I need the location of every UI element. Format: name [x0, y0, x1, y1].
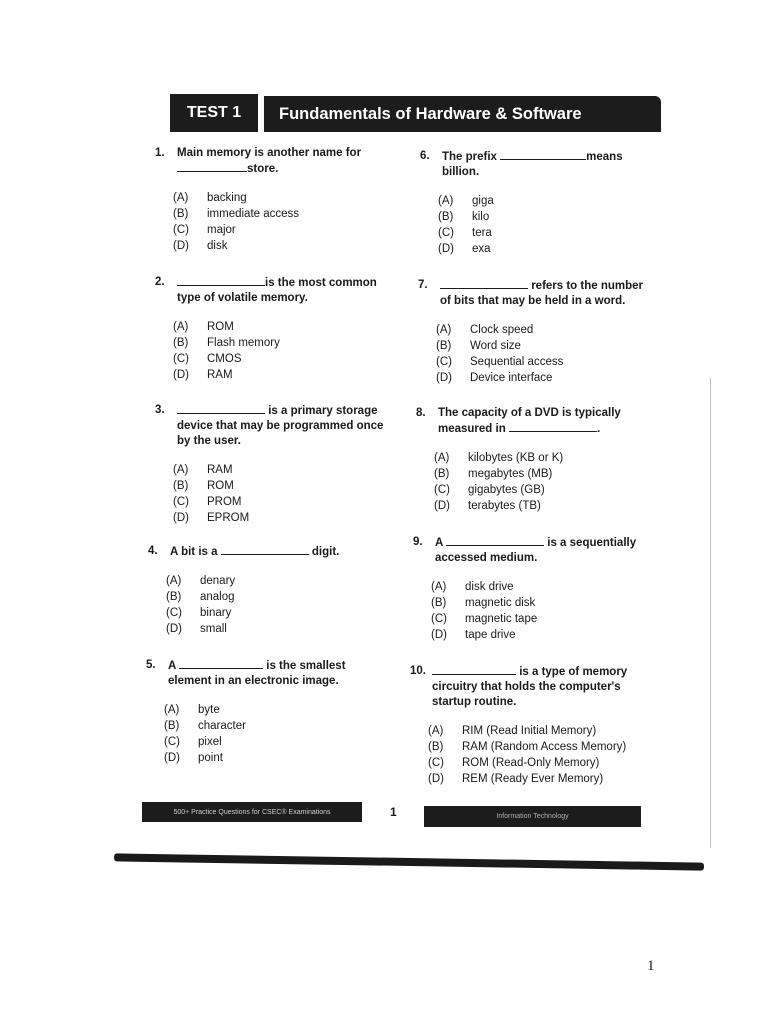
- answer-blank: [446, 535, 544, 546]
- option-letter: (A): [434, 452, 450, 464]
- option-item: [438, 225, 623, 241]
- option-item: [436, 370, 643, 386]
- option-item: [173, 190, 361, 206]
- option-item: [438, 241, 623, 257]
- option-item: [428, 755, 627, 771]
- option-list: [173, 190, 361, 254]
- option-letter: (A): [173, 321, 189, 333]
- question-stem: [155, 146, 361, 177]
- question-text-after: is the most common type of volatile memory.: [177, 277, 377, 304]
- question-text: [177, 403, 383, 449]
- question-number: 7.: [418, 279, 428, 291]
- option-text: RIM (Read Initial Memory): [462, 725, 597, 737]
- option-text: Device interface: [470, 372, 553, 384]
- option-text: immediate access: [207, 208, 300, 220]
- option-text: megabytes (MB): [468, 468, 553, 480]
- option-letter: (B): [173, 208, 189, 220]
- option-text: ROM (Read-Only Memory): [462, 757, 600, 769]
- option-text: kilo: [472, 211, 490, 223]
- option-text: disk: [207, 240, 228, 252]
- option-item: [173, 367, 377, 383]
- option-letter: (B): [438, 211, 454, 223]
- question-text-after: means billion.: [442, 151, 623, 178]
- option-text: ROM: [207, 480, 234, 492]
- test-label: TEST 1: [170, 94, 258, 132]
- option-item: [431, 611, 636, 627]
- question-text-after: refers to the number of bits that may be held in a word.: [440, 280, 644, 307]
- option-list: [173, 319, 377, 383]
- option-item: [438, 193, 623, 209]
- option-item: [436, 338, 643, 354]
- question-stem: [416, 406, 621, 437]
- question-text: [442, 149, 623, 180]
- option-letter: (A): [436, 324, 452, 336]
- option-letter: (C): [164, 736, 180, 748]
- option-text: PROM: [207, 496, 242, 508]
- option-text: backing: [207, 192, 247, 204]
- option-text: RAM: [207, 464, 233, 476]
- option-item: [431, 627, 636, 643]
- option-list: [438, 193, 623, 257]
- option-text: kilobytes (KB or K): [468, 452, 564, 464]
- question-stem: [155, 403, 383, 449]
- question-text-before: A bit is a: [170, 546, 221, 558]
- option-text: exa: [472, 243, 491, 255]
- option-text: binary: [200, 607, 232, 619]
- answer-blank: [500, 149, 586, 160]
- option-text: giga: [472, 195, 494, 207]
- question-number: 2.: [155, 276, 165, 288]
- question-text: [438, 406, 621, 437]
- option-text: small: [200, 623, 227, 635]
- option-text: Sequential access: [470, 356, 564, 368]
- option-letter: (A): [166, 575, 182, 587]
- option-item: [164, 750, 346, 766]
- option-item: [164, 702, 346, 718]
- option-letter: (A): [173, 192, 189, 204]
- question-text-after: is a type of memory circuitry that holds the computer's startup routine.: [432, 666, 628, 708]
- question-stem: [420, 149, 623, 180]
- option-letter: (C): [173, 496, 189, 508]
- question-number: 10.: [410, 665, 426, 677]
- option-item: [173, 222, 361, 238]
- question-text: [177, 275, 377, 306]
- question-stem: [148, 544, 339, 560]
- option-text: pixel: [198, 736, 222, 748]
- option-letter: (A): [438, 195, 454, 207]
- question-text: [170, 544, 339, 560]
- bottom-rule: [114, 853, 704, 870]
- question-text-after: .: [596, 423, 601, 435]
- question-5: [146, 658, 346, 766]
- footer-page-number: 1: [390, 805, 397, 819]
- option-item: [428, 723, 627, 739]
- option-item: [428, 771, 627, 787]
- option-text: Flash memory: [207, 337, 280, 349]
- option-letter: (A): [173, 464, 189, 476]
- answer-blank: [177, 275, 265, 286]
- option-text: gigabytes (GB): [468, 484, 545, 496]
- option-letter: (B): [436, 340, 452, 352]
- question-7: [418, 278, 643, 386]
- option-text: tape drive: [465, 629, 516, 641]
- question-text-after: is a primary storage device that may be programmed once by the user.: [177, 405, 384, 447]
- question-text-before: A: [168, 660, 180, 672]
- option-letter: (D): [173, 512, 189, 524]
- question-stem: [155, 275, 377, 306]
- question-2: [155, 275, 377, 383]
- option-item: [434, 498, 621, 514]
- question-number: 9.: [413, 536, 423, 548]
- scan-edge-line: [710, 378, 711, 848]
- question-6: [420, 149, 623, 257]
- question-number: 6.: [420, 150, 430, 162]
- option-text: tera: [472, 227, 492, 239]
- option-letter: (C): [173, 353, 189, 365]
- option-letter: (B): [173, 337, 189, 349]
- option-letter: (C): [436, 356, 452, 368]
- option-item: [164, 734, 346, 750]
- option-list: [436, 322, 643, 386]
- option-list: [428, 723, 627, 787]
- question-text: [177, 146, 361, 177]
- option-text: major: [207, 224, 236, 236]
- question-number: 4.: [148, 545, 158, 557]
- footer-book-title: 500+ Practice Questions for CSEC® Examinations: [142, 802, 362, 822]
- option-text: Clock speed: [470, 324, 534, 336]
- option-letter: (D): [166, 623, 182, 635]
- option-text: Word size: [470, 340, 521, 352]
- option-list: [164, 702, 346, 766]
- option-list: [173, 462, 383, 526]
- option-letter: (C): [434, 484, 450, 496]
- option-item: [428, 739, 627, 755]
- option-letter: (D): [428, 773, 444, 785]
- option-letter: (A): [431, 581, 447, 593]
- option-item: [173, 351, 377, 367]
- question-text-before: The prefix: [442, 151, 501, 163]
- option-item: [166, 589, 339, 605]
- option-text: magnetic tape: [465, 613, 538, 625]
- option-text: CMOS: [207, 353, 242, 365]
- option-text: EPROM: [207, 512, 250, 524]
- option-text: RAM: [207, 369, 233, 381]
- question-text: [432, 664, 627, 710]
- answer-blank: [440, 278, 528, 289]
- question-text-before: A: [435, 537, 447, 549]
- option-letter: (B): [173, 480, 189, 492]
- question-9: [413, 535, 636, 643]
- question-8: [416, 406, 621, 514]
- option-item: [173, 494, 383, 510]
- question-number: 8.: [416, 407, 426, 419]
- answer-blank: [509, 421, 597, 432]
- option-letter: (A): [164, 704, 180, 716]
- question-stem: [410, 664, 627, 710]
- page-title: Fundamentals of Hardware & Software: [264, 96, 661, 132]
- footer-subject: Information Technology: [424, 806, 641, 827]
- answer-blank: [177, 403, 265, 414]
- option-text: RAM (Random Access Memory): [462, 741, 627, 753]
- question-text-after: is the smallest element in an electronic image.: [168, 660, 346, 687]
- question-1: [155, 146, 361, 254]
- option-item: [173, 510, 383, 526]
- option-letter: (C): [428, 757, 444, 769]
- page-number: 1: [647, 958, 655, 974]
- option-letter: (C): [173, 224, 189, 236]
- option-item: [173, 462, 383, 478]
- answer-blank: [177, 161, 247, 172]
- option-item: [434, 450, 621, 466]
- option-text: disk drive: [465, 581, 514, 593]
- question-text: [168, 658, 346, 689]
- option-letter: (D): [431, 629, 447, 641]
- option-letter: (D): [436, 372, 452, 384]
- question-3: [155, 403, 383, 526]
- option-letter: (C): [438, 227, 454, 239]
- option-item: [173, 335, 377, 351]
- question-number: 5.: [146, 659, 156, 671]
- option-text: REM (Ready Ever Memory): [462, 773, 604, 785]
- option-item: [173, 206, 361, 222]
- question-4: [148, 544, 339, 637]
- option-letter: (B): [428, 741, 444, 753]
- option-letter: (B): [166, 591, 182, 603]
- question-text-after: digit.: [308, 546, 340, 558]
- question-number: 3.: [155, 404, 165, 416]
- option-item: [173, 478, 383, 494]
- option-item: [431, 579, 636, 595]
- option-text: ROM: [207, 321, 234, 333]
- option-item: [434, 466, 621, 482]
- answer-blank: [179, 658, 263, 669]
- option-letter: (C): [166, 607, 182, 619]
- option-item: [164, 718, 346, 734]
- option-item: [173, 319, 377, 335]
- option-text: magnetic disk: [465, 597, 536, 609]
- option-text: byte: [198, 704, 220, 716]
- option-letter: (A): [428, 725, 444, 737]
- option-letter: (D): [438, 243, 454, 255]
- option-letter: (D): [173, 369, 189, 381]
- option-letter: (D): [164, 752, 180, 764]
- question-text-after: is a sequentially accessed medium.: [435, 537, 637, 564]
- answer-blank: [221, 544, 309, 555]
- option-letter: (B): [164, 720, 180, 732]
- option-text: analog: [200, 591, 235, 603]
- question-stem: [413, 535, 636, 566]
- option-item: [166, 573, 339, 589]
- option-list: [166, 573, 339, 637]
- question-text: [435, 535, 636, 566]
- question-text-before: The capacity of a DVD is typically measured in: [438, 407, 621, 435]
- option-item: [431, 595, 636, 611]
- option-item: [166, 621, 339, 637]
- option-text: point: [198, 752, 223, 764]
- option-item: [434, 482, 621, 498]
- question-10: [410, 664, 627, 787]
- option-list: [434, 450, 621, 514]
- question-text-before: Main memory is another name for: [177, 147, 362, 159]
- option-item: [166, 605, 339, 621]
- option-item: [173, 238, 361, 254]
- option-letter: (B): [434, 468, 450, 480]
- question-stem: [146, 658, 346, 689]
- option-letter: (D): [173, 240, 189, 252]
- option-item: [436, 322, 643, 338]
- question-number: 1.: [155, 147, 165, 159]
- question-text-after: store.: [247, 163, 279, 175]
- question-text: [440, 278, 643, 309]
- option-text: terabytes (TB): [468, 500, 541, 512]
- option-letter: (B): [431, 597, 447, 609]
- option-text: denary: [200, 575, 236, 587]
- option-letter: (C): [431, 613, 447, 625]
- question-stem: [418, 278, 643, 309]
- option-list: [431, 579, 636, 643]
- option-letter: (D): [434, 500, 450, 512]
- answer-blank: [432, 664, 516, 675]
- option-item: [436, 354, 643, 370]
- option-text: character: [198, 720, 246, 732]
- option-item: [438, 209, 623, 225]
